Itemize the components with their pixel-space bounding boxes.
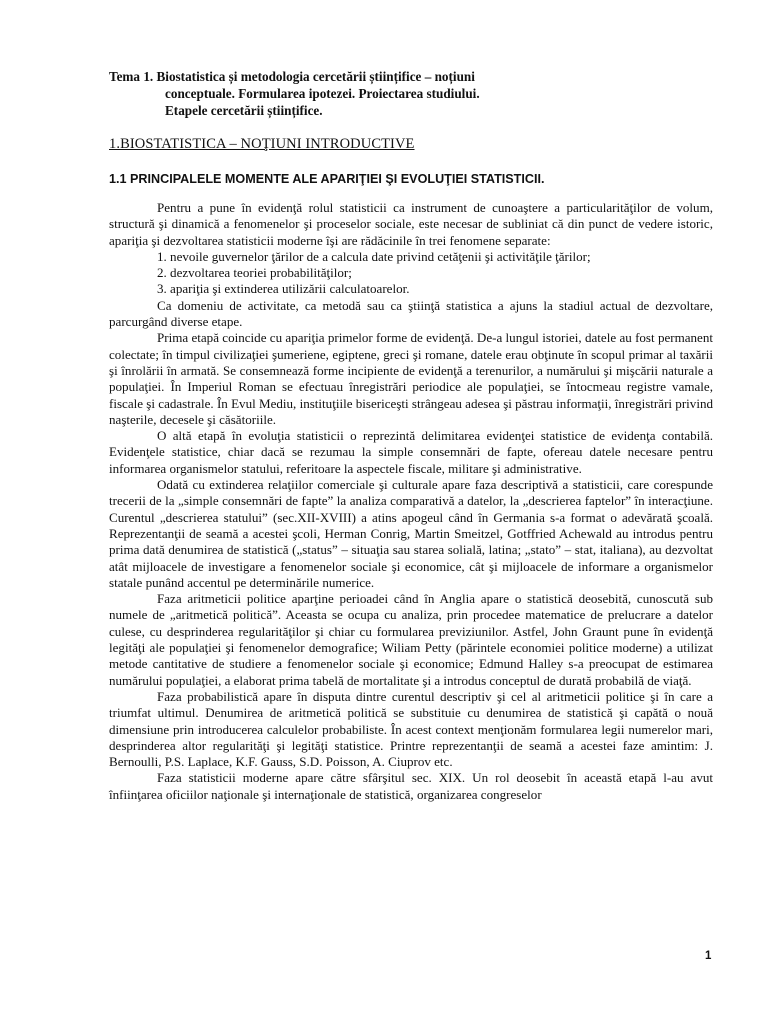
body-text [109,200,713,803]
intro-paragraph: Pentru a pune în evidenţă rolul statisticii ca instrument de cunoaştere a particularităţilor de volum, structură şi dinamică a fenomenelor şi proceselor sociale, este necesar de subliniat că din punct de vedere istoric, apariţia şi dezvoltarea statisticii moderne îşi are rădăcinile în trei fenomene separate: [109,200,713,248]
section-heading: 1.BIOSTATISTICA – NOŢIUNI INTRODUCTIVE [109,136,415,152]
page-number: 1 [705,950,712,962]
paragraph: Prima etapă coincide cu apariţia primelor forme de evidenţă. De-a lungul istoriei, datele au fost permanent colectate; în timpul civilizaţiei şumeriene, egiptene, greci şi romane, datele erau obţinute în scopul primar al taxării şi înrolării în armată. Se consemnează forme incipiente de evidenţă a terenurilor, a numărului şi mişcării naturale a populaţiei. În Imperiul Roman se efectuau înregistrări periodice ale populaţiei, se întocmeau registre vamale, fiscale şi cadastrale. În Evul Mediu, instituţiile bisericeşti strângeau adesea şi păstrau informaţii, înregistrări privind naşterile, decesele şi căsătoriile. [109,330,713,427]
title-line-2: conceptuale. Formularea ipotezei. Proiectarea studiului. [165,86,480,101]
paragraph: Faza aritmeticii politice aparţine perioadei când în Anglia apare o statistică deosebită, cunoscută sub numele de „aritmetică politică”. Aceasta se ocupa cu analiza, prin procedee matematice de prelucrare a datelor culese, cu desprinderea regularităţilor şi chiar cu formularea previziunilor. Astfel, John Graunt pune în evidenţă legităţi ale populaţiei şi fenomenelor demografice; Wiliam Petty (părintele economiei politice moderne) a utilizat metode cantitative de studiere a fenomenelor sociale şi economice; Edmund Halley s-a preocupat de estimarea numărului populaţiei, a elaborat prima tabelă de mortalitate şi a introdus conceptul de durată probabilă de viaţă. [109,591,713,688]
subsection-heading: 1.1 PRINCIPALELE MOMENTE ALE APARIŢIEI ŞI EVOLUŢIEI STATISTICII. [109,172,545,186]
paragraph: O altă etapă în evoluţia statisticii o reprezintă delimitarea evidenţei statistice de evidenţa contabilă. Evidenţele statistice, chiar dacă se rezumau la simple consemnări de fapte, ofereau datele necesare pentru informarea organismelor statului, referitoare la aspectele fiscale, militare şi administrative. [109,428,713,476]
title-line-1: Tema 1. Biostatistica și metodologia cercetării științifice – noțiuni [109,69,475,84]
list-item: 1. nevoile guvernelor ţărilor de a calcula date privind cetăţenii şi activităţile ţărilor; [157,248,591,264]
document-title [109,68,669,119]
title-line-3: Etapele cercetării științifice. [165,103,323,118]
paragraph: Faza statisticii moderne apare către sfârşitul sec. XIX. Un rol deosebit în această etapă l-au avut înfiinţarea oficiilor naţionale şi internaţionale de statistică, organizarea congreselor [109,770,713,802]
list-item: 2. dezvoltarea teoriei probabilităţilor; [157,265,352,281]
paragraph: Faza probabilistică apare în disputa dintre curentul descriptiv şi cel al aritmeticii politice şi în care a triumfat ultimul. Denumirea de aritmetică politică se substituie cu denumirea de statistică şi capătă o nouă dimensiune prin introducerea calculelor probabiliste. În acest context menţionăm formularea legii numerelor mari, desprinderea altor regularităţi şi legităţi statistice. Printre reprezentanţii de seamă a acestei faze amintim: J. Bernoulli, P.S. Laplace, K.F. Gauss, S.D. Poisson, A. Ciuprov etc. [109,688,713,770]
paragraph: Odată cu extinderea relaţiilor comerciale şi culturale apare faza descriptivă a statisticii, care corespunde trecerii de la „simple consemnări de fapte” la analiza comparativă a datelor, la „descrierea faptelor” în interacţiune. Curentul „descrierea statului” (sec.XII-XVIII) a atins apogeul când în Germania s-a format o adevărată şcoală. Reprezentanţii de seamă a acestei şcoli, Herman Conrig, Martin Smeitzel, Gotffried Achewald au introdus pentru prima dată denumirea de statistică („status” – situaţia sau starea solială, latina; „stato” – stat, italiana), au dezvoltat atât mijloacele de investigare a fenomenelor sociale şi economice, cât şi mijloacele de informare a organismelor statale punând accentul pe determinările numerice. [109,477,713,590]
paragraph: Ca domeniu de activitate, ca metodă sau ca ştiinţă statistica a ajuns la stadiul actual de dezvoltare, parcurgând diverse etape. [109,297,713,330]
list-item: 3. apariţia şi extinderea utilizării calculatoarelor. [157,281,410,297]
